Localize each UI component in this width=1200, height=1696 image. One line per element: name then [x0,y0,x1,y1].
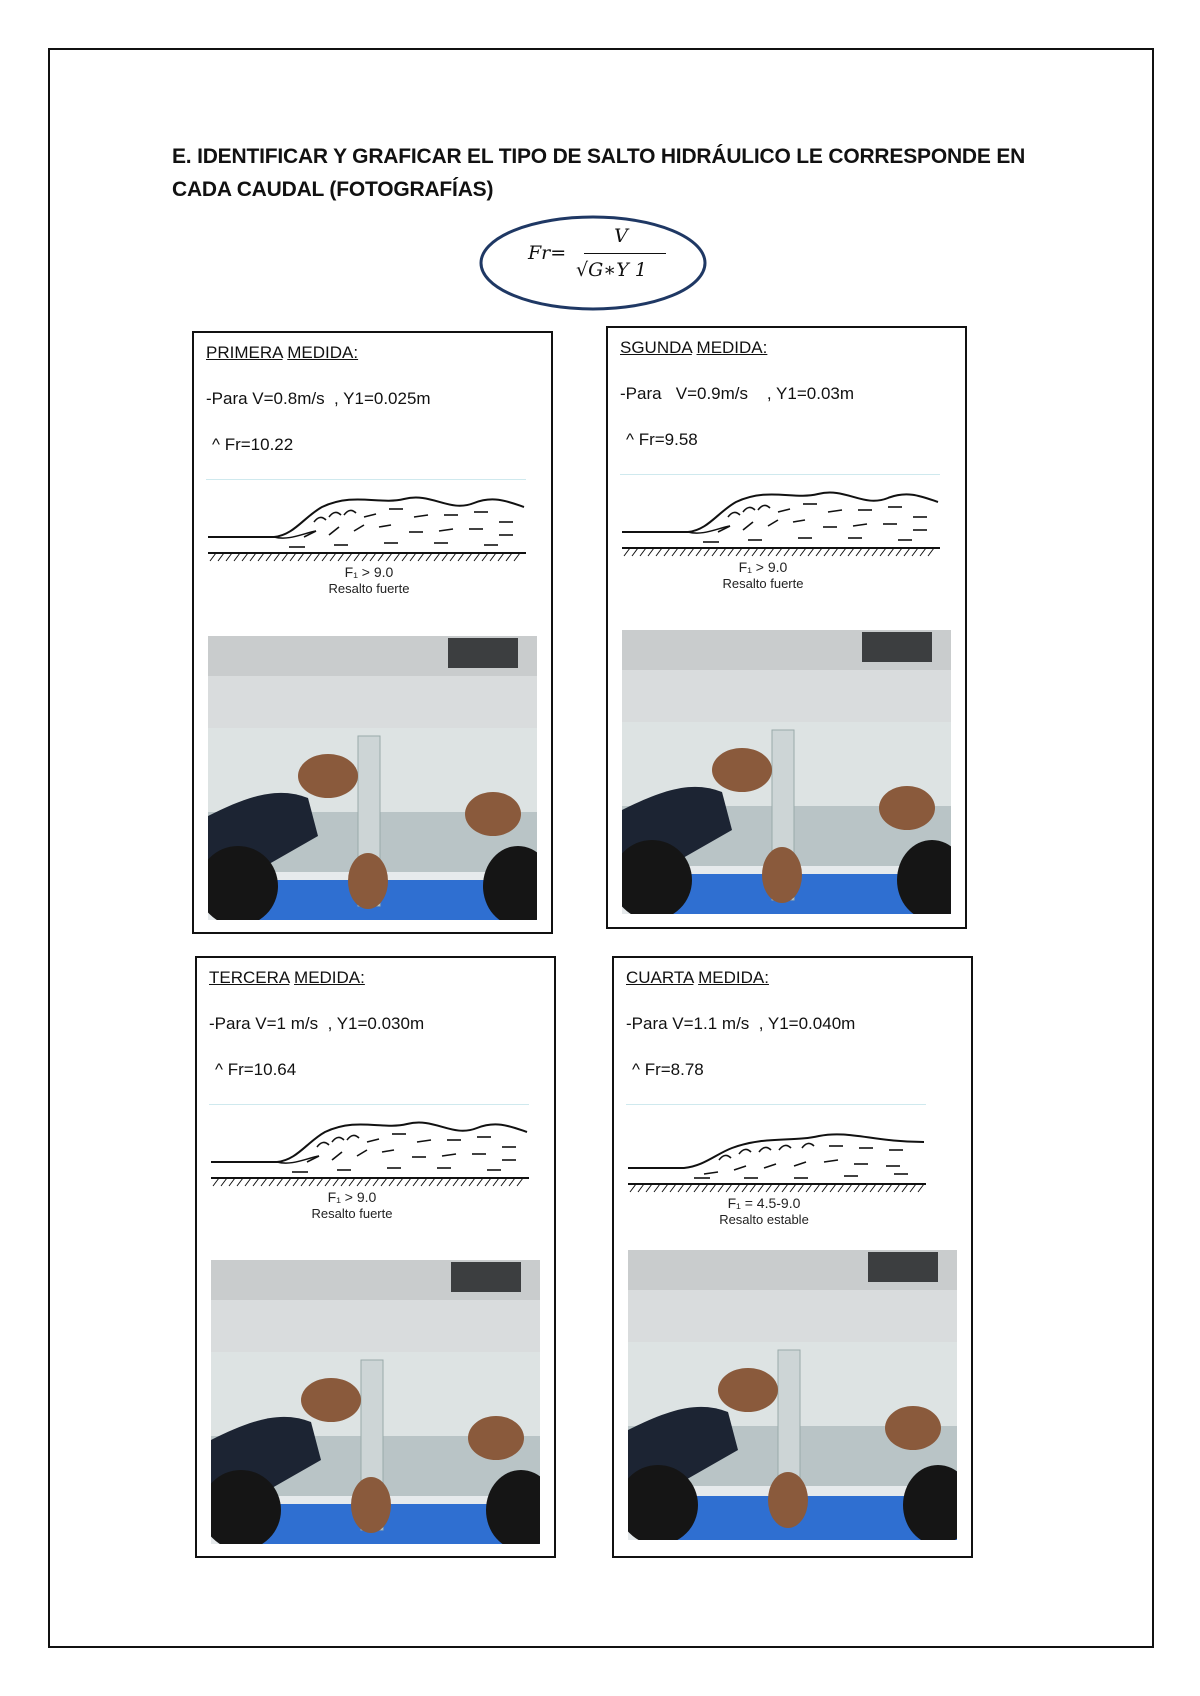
flume-photo-illustration [208,636,537,920]
card-heading-word-2: MEDIDA: [698,968,769,987]
hydraulic-jump-diagram [624,1112,934,1232]
hydraulic-jump-diagram [618,482,948,602]
diagram-caption-top: F₁ > 9.0 [327,1189,377,1205]
diagram-caption-bottom: Resalto fuerte [311,1206,393,1221]
card-heading-word-2: MEDIDA: [696,338,768,357]
card-params: -Para V=1 m/s , Y1=0.030m [209,1014,425,1033]
title-line-2: CADA CAUDAL (FOTOGRAFÍAS) [172,178,494,201]
diagram-caption-bottom: Resalto fuerte [328,581,410,596]
formula-numerator: V [614,225,628,247]
measurement-card-4 [612,956,973,1558]
card-heading [209,968,365,988]
card-froude: ^ Fr=8.78 [632,1060,704,1079]
page-title [172,140,1072,206]
diagram-caption-top: F₁ > 9.0 [738,559,788,575]
card-params: -Para V=0.8m/s , Y1=0.025m [206,389,431,408]
formula-denominator: √G∗Y 1 [576,259,647,281]
measurement-card-3 [195,956,556,1558]
measurement-card-1 [192,331,553,934]
card-heading-word-1: CUARTA [626,968,694,987]
diagram-caption-bottom: Resalto fuerte [722,576,804,591]
card-params: -Para V=0.9m/s , Y1=0.03m [620,384,855,403]
flume-photo-illustration [622,630,951,914]
diagram-caption-bottom: Resalto estable [719,1212,809,1227]
formula-fraction-bar [584,253,666,254]
lab-photo [628,1250,957,1540]
lab-photo [208,636,537,920]
title-line-1: E. IDENTIFICAR Y GRAFICAR EL TIPO DE SALTO HIDRÁULICO LE CORRESPONDE EN [172,145,1026,168]
formula-lhs: Fr= [528,242,567,264]
flume-photo-illustration [211,1260,540,1544]
card-heading-word-1: TERCERA [209,968,290,987]
lab-photo [211,1260,540,1544]
measurement-card-2 [606,326,967,929]
card-froude: ^ Fr=9.58 [626,430,698,449]
card-heading [626,968,769,988]
froude-formula [478,213,708,313]
divider [206,479,526,480]
card-froude: ^ Fr=10.22 [212,435,294,454]
lab-photo [622,630,951,914]
divider [626,1104,926,1105]
divider [209,1104,529,1105]
card-heading-word-2: MEDIDA: [294,968,365,987]
card-heading-word-1: PRIMERA [206,343,283,362]
diagram-caption-top: F₁ = 4.5-9.0 [727,1195,801,1211]
card-heading-word-1: SGUNDA [620,338,692,357]
divider [620,474,940,475]
card-heading [620,338,767,358]
card-froude: ^ Fr=10.64 [215,1060,297,1079]
card-heading-word-2: MEDIDA: [287,343,359,362]
card-heading [206,343,358,363]
diagram-caption-top: F₁ > 9.0 [344,564,394,580]
flume-photo-illustration [628,1250,957,1540]
card-params: -Para V=1.1 m/s , Y1=0.040m [626,1014,856,1033]
hydraulic-jump-diagram [207,1112,537,1232]
hydraulic-jump-diagram [204,487,534,607]
